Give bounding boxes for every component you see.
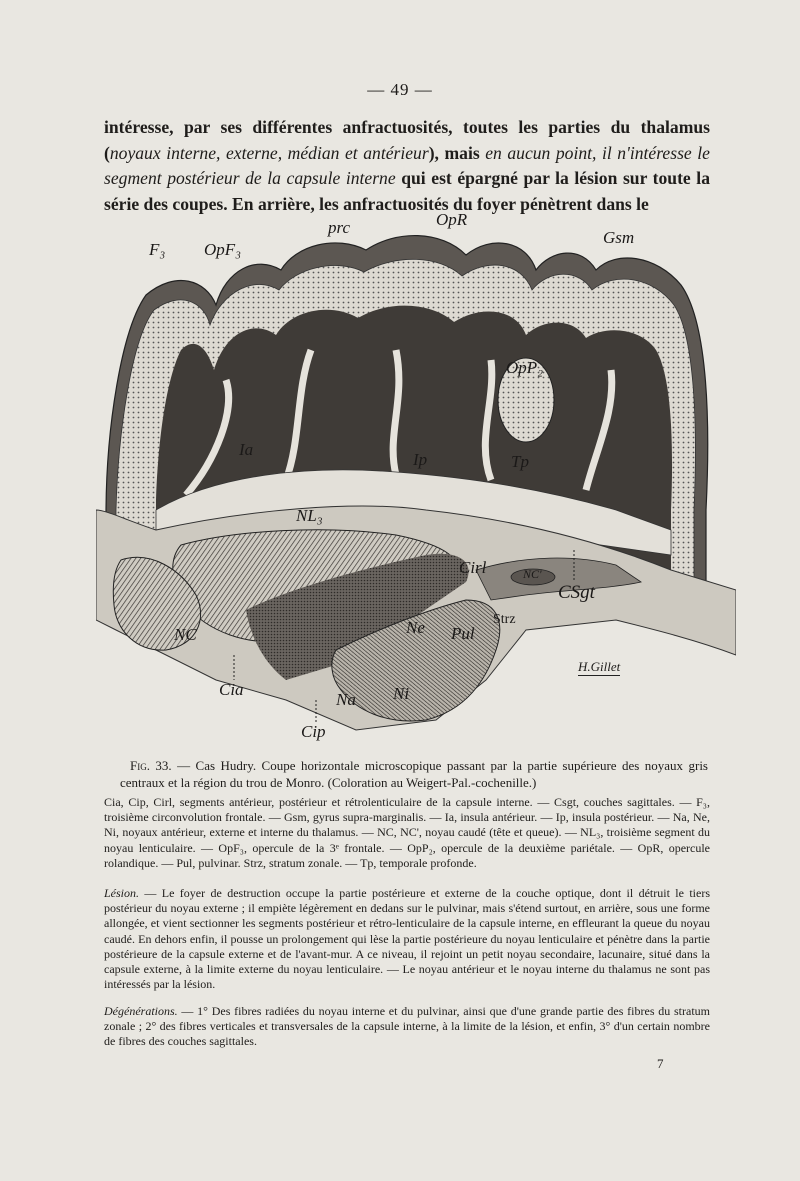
intro-text-1: intéresse, par ses différentes anfractuosités, toutes les parties du thalamus ( (104, 117, 710, 163)
caption-text: — Cas Hudry. Coupe horizontale microscopique passant par la partie supérieure des noyaux gris centraux et la région du trou de Monro. (Coloration au Weigert-Pal.-cochenille.) (120, 758, 708, 790)
label-nc-prime: NC' (523, 567, 542, 581)
label-cip: Cip (301, 722, 326, 741)
label-strz: Strz (493, 612, 516, 627)
label-na: Na (336, 690, 356, 709)
degenerations-text: — 1° Des fibres radiées du noyau interne et du pulvinar, ainsi que d'une grande partie des fibres du stratum zonale ; 2° des fibres verticales et transversales de la capsule interne, à la limite de la lésion, et enfin, 3° d'un certain nombre de fibres des couches sagittales. (104, 1004, 710, 1049)
label-csgt: CSgt (558, 582, 595, 603)
label-ia: Ia (239, 440, 254, 459)
label-nl3: NL₃ (296, 506, 323, 525)
lesion-paragraph (104, 886, 710, 992)
label-prc: prc (328, 218, 351, 237)
brain-section-drawing (96, 210, 736, 745)
intro-paragraph (104, 115, 710, 217)
lesion-text: — Le foyer de destruction occupe la partie postérieure et externe de la couche optique, dont il détruit le tiers postérieur du noyau externe ; il empiète légèrement en dedans sur le pulvinar, mais s'étend surtout, en arrière, sous une forme allongée, et vient sectionner les segments postérieur et rétro-lenticulaire de la capsule interne, en effleurant la queue du noyau caudé. En dehors enfin, il pousse un prolongement qui lèse la partie postérieure du noyau lenticulaire et pénètre dans la partie postérieure de la capsule externe et de l'avant-mur. A ce niveau, il rejoint un petit noyau secondaire, lacunaire, situé dans la capsule externe, à la limite externe du noyau lenticulaire. — Le noyau antérieur et le noyau interne du thalamus ne sont pas intéressés par la lésion. (104, 886, 710, 992)
intro-text-2: ), mais (428, 142, 486, 163)
intro-text-3: qui est épargné par la lésion sur toute la série des coupes. En arrière, les anfractuosités du foyer pénètrent dans le (104, 168, 710, 214)
label-f3: F₃ (149, 240, 166, 259)
brain-section-figure (96, 210, 736, 745)
label-ip: Ip (413, 450, 428, 469)
intro-italic-2: en aucun point, il n'intéresse le segment postérieur de la capsule interne (104, 142, 710, 188)
intro-italic-1: noyaux interne, externe, médian et antérieur (109, 142, 429, 163)
label-tp: Tp (511, 452, 529, 471)
label-ni: Ni (393, 684, 410, 703)
caption-fig-number: Fig. 33. (130, 758, 172, 773)
degenerations-paragraph (104, 1004, 710, 1050)
label-cirl: Cirl (459, 558, 487, 577)
label-opp2: OpP₂ (506, 358, 544, 377)
footer-signature: 7 (657, 1056, 664, 1071)
label-nc: NC (174, 625, 197, 644)
label-gsm: Gsm (603, 228, 635, 247)
label-opf3: OpF₃ (204, 240, 242, 259)
label-cia: Cia (219, 680, 244, 699)
figure-caption (120, 758, 708, 791)
figure-legend: Cia, Cip, Cirl, segments antérieur, postérieur et rétrolenticulaire de la capsule interne. — Csgt, couches sagittales. — F₃, troisième circonvolution frontale. — Gsm, gyrus supra-marginalis. — Ia, insula antérieur. — Ip, insula postérieur. — Na, Ne, Ni, noyaux antérieur, externe et interne du thalamus. — NC, NC', noyau caudé (tête et queue). — NL₃, troisième segment du noyau lenticulaire. — OpF₃, opercule de la 3ᵉ frontale. — OpP₂, opercule de la deuxième pariétale. — OpR, opercule rolandique. — Pul, pulvinar. Strz, stratum zonale. — Tp, temporale profonde. (104, 795, 710, 870)
label-pul: Pul (451, 624, 475, 643)
lesion-heading: Lésion. (104, 886, 140, 900)
page-number: — 49 — (367, 80, 433, 99)
figure-credit: H.Gillet (578, 659, 621, 674)
label-ne: Ne (406, 618, 425, 637)
label-opr: OpR (436, 210, 468, 229)
degenerations-heading: Dégénérations. (104, 1004, 178, 1018)
